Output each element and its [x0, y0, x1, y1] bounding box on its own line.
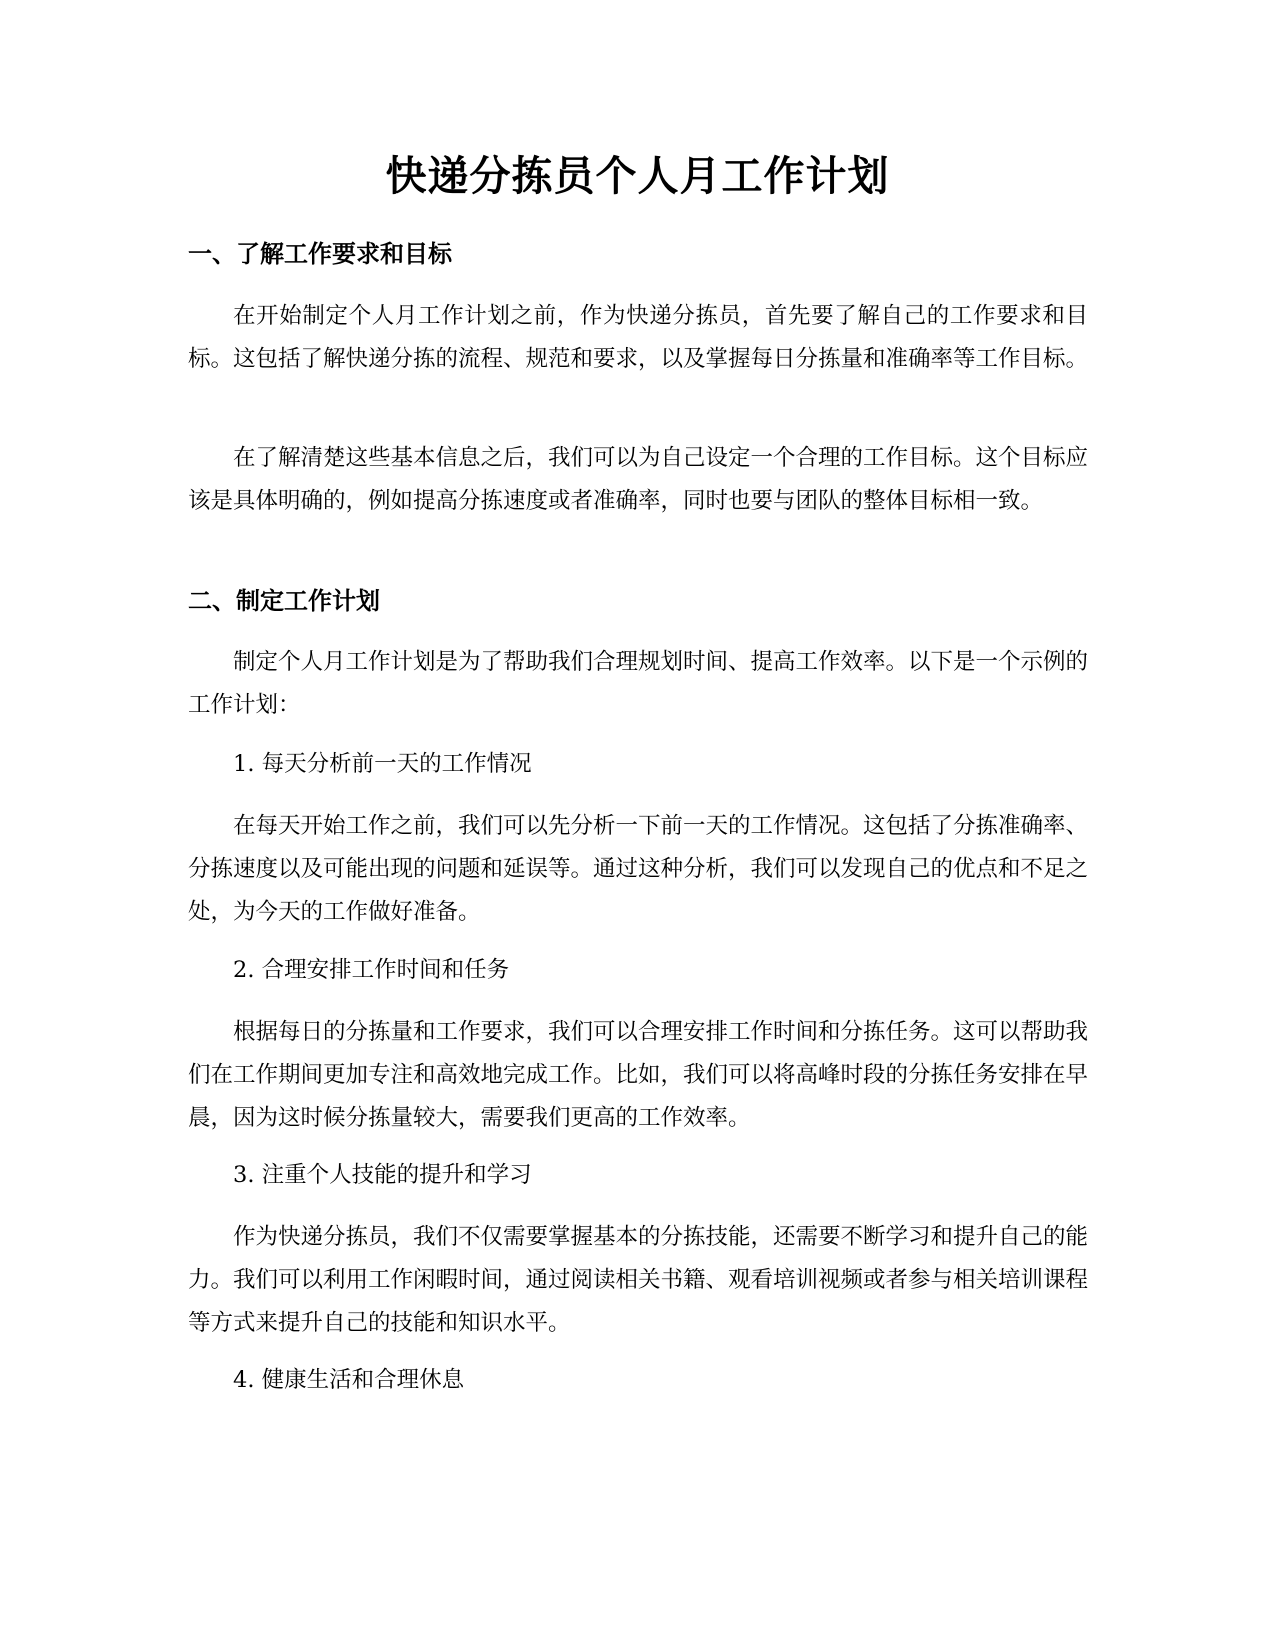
plan-item-4-label: 4. 健康生活和合理休息: [233, 1367, 465, 1393]
section-1-paragraph-1: 在开始制定个人月工作计划之前，作为快递分拣员，首先要了解自己的工作要求和目标。这包括了解快递分拣的流程、规范和要求，以及掌握每日分拣量和准确率等工作目标。: [188, 303, 1089, 372]
document-title: 快递分拣员个人月工作计划: [385, 152, 890, 200]
section-heading-2: 二、制定工作计划: [188, 587, 380, 615]
plan-item-1-label: 1. 每天分析前一天的工作情况: [233, 751, 532, 777]
section-2-intro: 制定个人月工作计划是为了帮助我们合理规划时间、提高工作效率。以下是一个示例的工作计划：: [188, 649, 1089, 718]
plan-item-3-text: 作为快递分拣员，我们不仅需要掌握基本的分拣技能，还需要不断学习和提升自己的能力。我们可以利用工作闲暇时间，通过阅读相关书籍、观看培训视频或者参与相关培训课程等方式来提升自己的技能和知识水平。: [188, 1224, 1089, 1336]
section-1-paragraph-2: 在了解清楚这些基本信息之后，我们可以为自己设定一个合理的工作目标。这个目标应该是具体明确的，例如提高分拣速度或者准确率，同时也要与团队的整体目标相一致。: [188, 445, 1089, 514]
plan-item-3-label: 3. 注重个人技能的提升和学习: [233, 1162, 532, 1188]
plan-item-2-label: 2. 合理安排工作时间和任务: [233, 957, 510, 983]
section-heading-1: 一、了解工作要求和目标: [188, 240, 452, 268]
plan-item-1-text: 在每天开始工作之前，我们可以先分析一下前一天的工作情况。这包括了分拣准确率、分拣速度以及可能出现的问题和延误等。通过这种分析，我们可以发现自己的优点和不足之处，为今天的工作做好准备。: [188, 813, 1089, 925]
plan-item-2-text: 根据每日的分拣量和工作要求，我们可以合理安排工作时间和分拣任务。这可以帮助我们在工作期间更加专注和高效地完成工作。比如，我们可以将高峰时段的分拣任务安排在早晨，因为这时候分拣量较大，需要我们更高的工作效率。: [188, 1019, 1089, 1131]
